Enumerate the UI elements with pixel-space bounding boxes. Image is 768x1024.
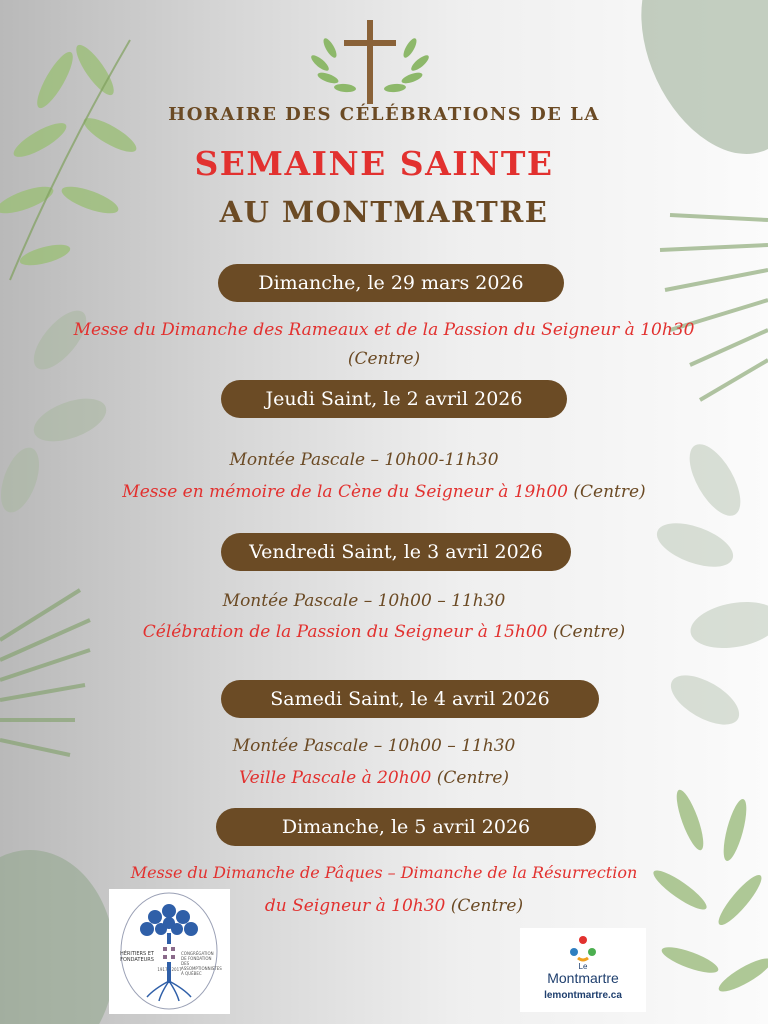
montmartre-le: Le (578, 962, 588, 971)
day-pill-2: Jeudi Saint, le 2 avril 2026 (221, 380, 567, 418)
day-5-line-2-red: du Seigneur à 10h30 (264, 896, 446, 916)
day-3-line-1-text: Montée Pascale – 10h00 – 11h30 (222, 591, 506, 611)
day-5-line-2-brown: (Centre) (445, 896, 524, 916)
day-3-line-1 (0, 591, 748, 611)
day-2-line-1-text: Montée Pascale – 10h00-11h30 (229, 450, 499, 470)
heritiers-subtext: CONGRÉGATION DE FONDATION DES ASSOMPTIONNISTES À QUÉBEC (181, 951, 222, 976)
day-4-line-2-brown: (Centre) (431, 768, 510, 788)
day-pill-5: Dimanche, le 5 avril 2026 (216, 808, 596, 846)
header-line-3: AU MONTMARTRE (219, 195, 549, 229)
day-2-line-2-red: Messe en mémoire de la Cène du Seigneur à 19h00 (122, 482, 568, 502)
day-4-line-2-red: Veille Pascale à 20h00 (238, 768, 432, 788)
cross-icon (300, 18, 440, 108)
day-4-line-2 (0, 768, 758, 788)
day-1-line-2-text: (Centre) (347, 349, 421, 369)
header-title: SEMAINE SAINTE (194, 144, 554, 183)
day-2-line-2 (0, 482, 768, 502)
day-pill-1: Dimanche, le 29 mars 2026 (218, 264, 564, 302)
day-1-line-1-text: Messe du Dimanche des Rameaux et de la Passion du Seigneur à 10h30 (73, 320, 695, 340)
montmartre-url: lemontmartre.ca (544, 990, 622, 1001)
day-4-line-1-text: Montée Pascale – 10h00 – 11h30 (232, 736, 516, 756)
heritiers-label: HÉRITIERS ET FONDATEURS (119, 951, 154, 963)
day-3-line-2-red: Célébration de la Passion du Seigneur à 15h00 (142, 622, 548, 642)
day-pill-4: Samedi Saint, le 4 avril 2026 (221, 680, 599, 718)
day-3-line-2 (0, 622, 768, 642)
day-5-line-1 (0, 863, 768, 882)
day-2-line-2-brown: (Centre) (567, 482, 646, 502)
day-2-line-1 (0, 450, 748, 470)
montmartre-name: Montmartre (547, 970, 619, 986)
day-1-line-2 (0, 349, 768, 369)
heritiers-logo (109, 889, 230, 1014)
montmartre-logo (520, 928, 646, 1012)
day-4-line-1 (0, 736, 758, 756)
day-1-line-1 (0, 320, 768, 340)
day-3-line-2-brown: (Centre) (547, 622, 626, 642)
montmartre-people-icon (568, 934, 598, 964)
header-line-1: HORAIRE DES CÉLÉBRATIONS DE LA (168, 104, 600, 125)
heritiers-years: 1917 - 2017 (157, 967, 182, 972)
day-5-line-1-text: Messe du Dimanche de Pâques – Dimanche de la Résurrection (130, 863, 638, 882)
day-pill-3: Vendredi Saint, le 3 avril 2026 (221, 533, 571, 571)
